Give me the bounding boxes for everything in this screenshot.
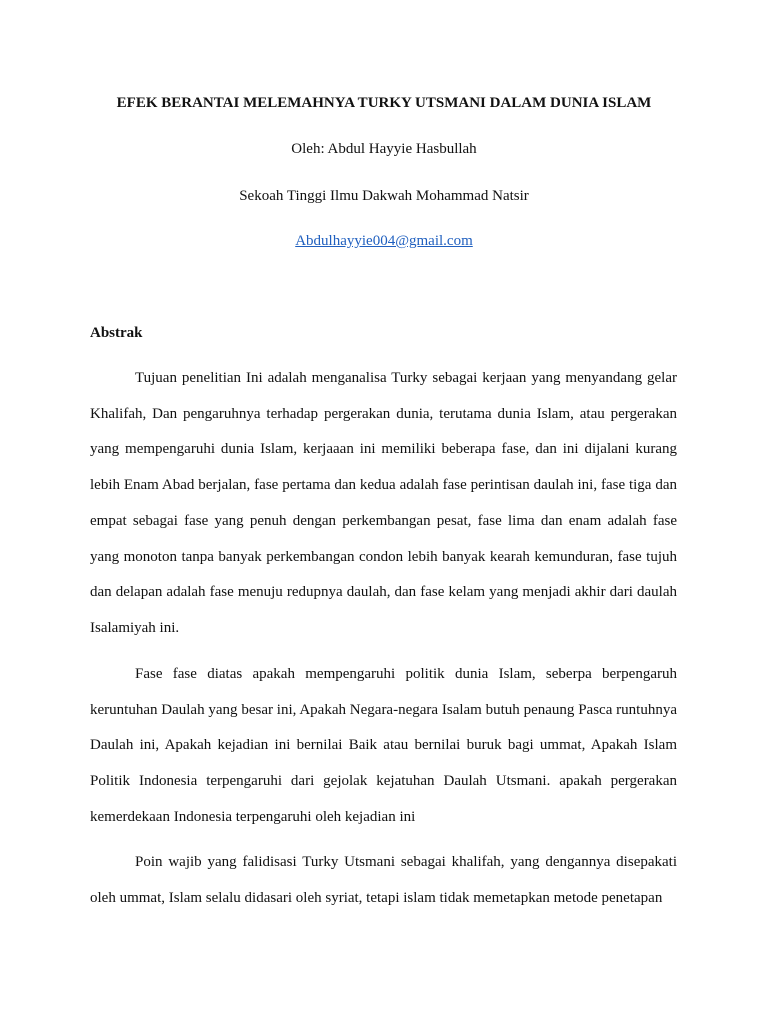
- email-link[interactable]: Abdulhayyie004@gmail.com: [295, 233, 473, 249]
- affiliation-line: Sekoah Tinggi Ilmu Dakwah Mohammad Natsir: [239, 188, 529, 204]
- abstract-heading: Abstrak: [90, 325, 143, 341]
- email-line: [0, 231, 768, 251]
- abstract-paragraph-2: Fase fase diatas apakah mempengaruhi politik dunia Islam, seberpa berpengaruh keruntuhan Daulah yang besar ini, Apakah Negara-negara Isalam butuh penaung Pasca runtuhnya Daulah ini, Apakah kejadian ini bernilai Baik atau bernilai buruk bagi ummat, Apakah Islam Politik Indonesia terpengaruhi dari gejolak kejatuhan Daulah Utsmani. apakah pergerakan kemerdekaan Indonesia terpengaruhi oleh kejadian ini: [90, 666, 677, 825]
- paper-title: EFEK BERANTAI MELEMAHNYA TURKY UTSMANI DALAM DUNIA ISLAM: [116, 95, 652, 111]
- abstract-paragraph-3: Poin wajib yang falidisasi Turky Utsmani sebagai khalifah, yang dengannya disepakati oleh ummat, Islam selalu didasari oleh syriat, tetapi islam tidak memetapkan metode penetapan: [90, 854, 677, 906]
- abstract-paragraph-1: Tujuan penelitian Ini adalah menganalisa Turky sebagai kerjaan yang menyandang gelar Khalifah, Dan pengaruhnya terhadap pergerakan dunia, terutama dunia Islam, atau pergerakan yang mempengaruhi dunia Islam, kerjaaan ini memiliki beberapa fase, dan ini dijalani kurang lebih Enam Abad berjalan, fase pertama dan kedua adalah fase perintisan daulah ini, fase tiga dan empat sebagai fase yang penuh dengan perkembangan pesat, fase lima dan enam adalah fase yang monoton tanpa banyak perkembangan condon lebih banyak kearah kemunduran, fase tujuh dan delapan adalah fase menuju redupnya daulah, dan fase kelam yang menjadi akhir dari daulah Isalamiyah ini.: [90, 370, 677, 636]
- author-line: Oleh: Abdul Hayyie Hasbullah: [291, 141, 477, 157]
